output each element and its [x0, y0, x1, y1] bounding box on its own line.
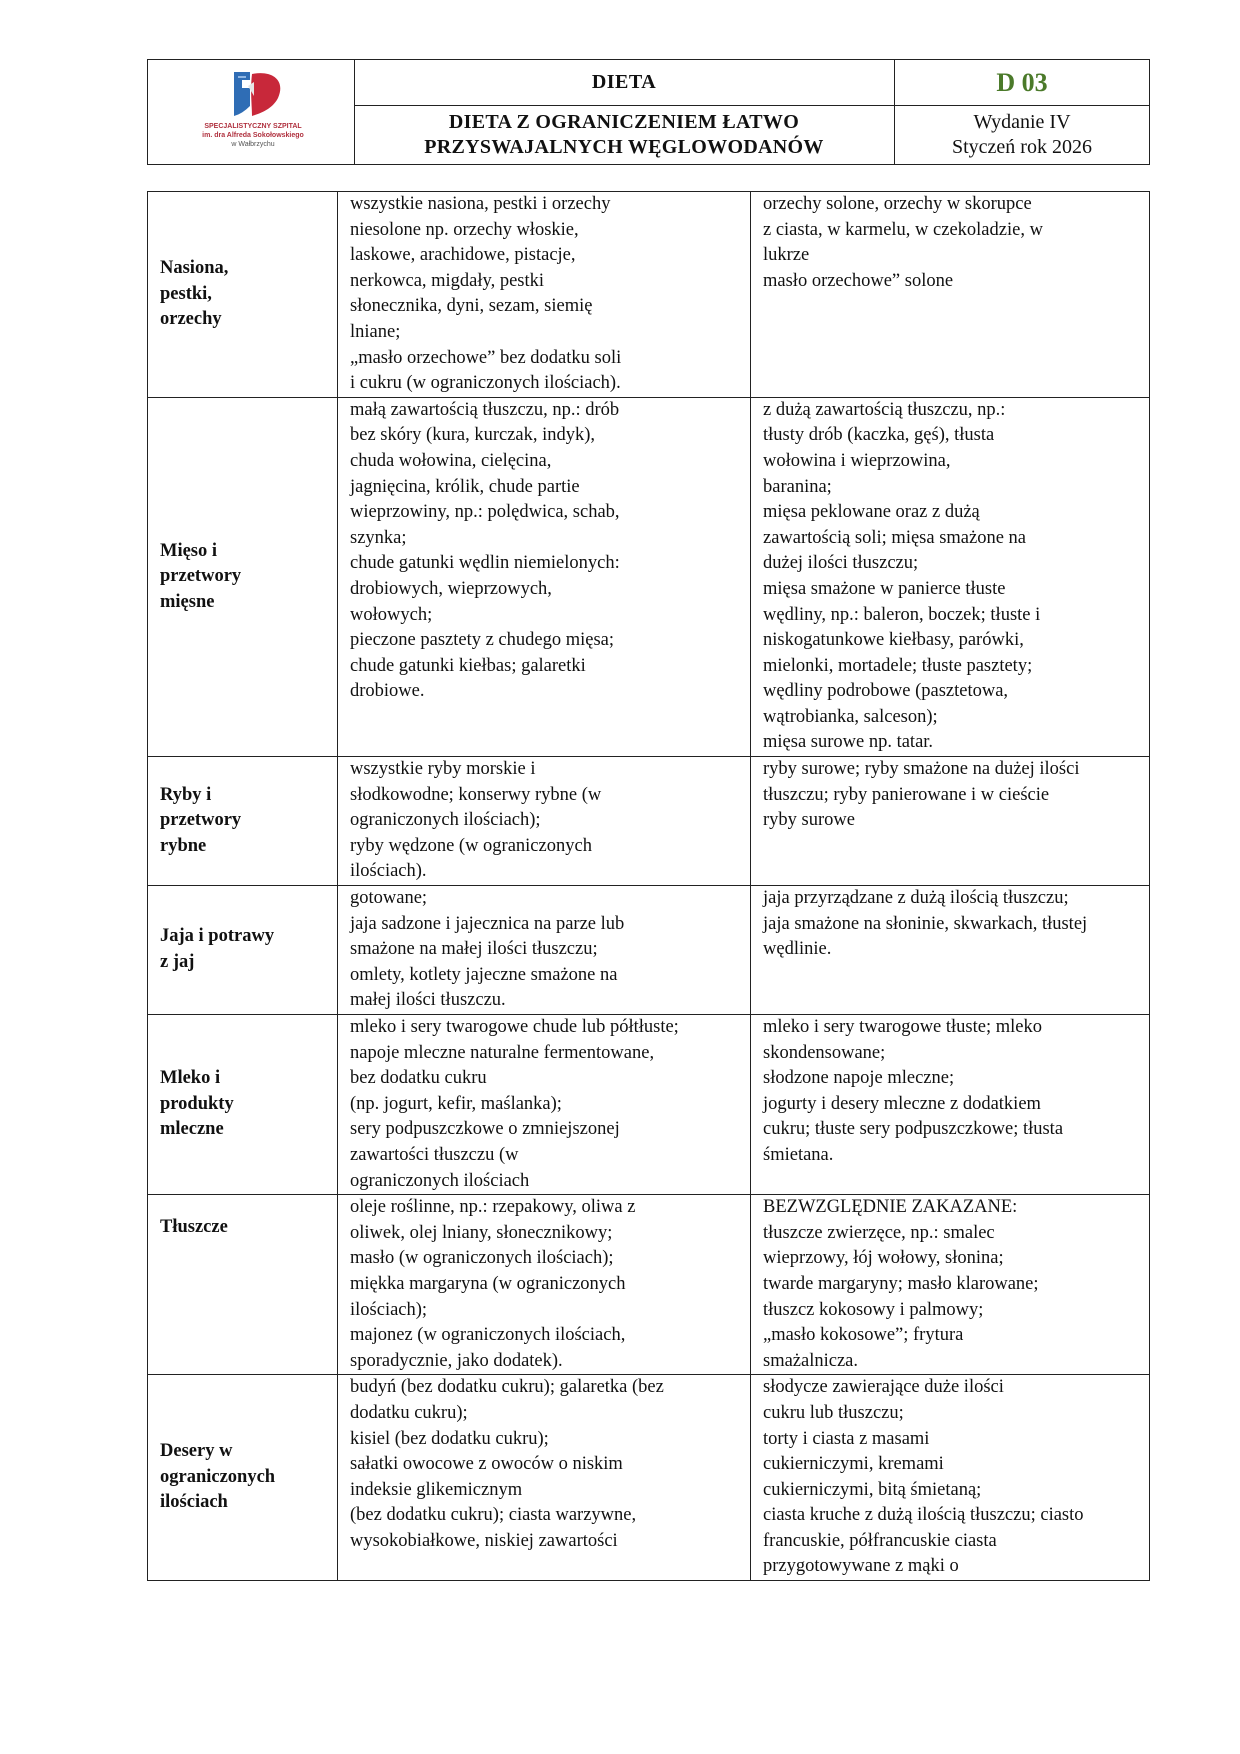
logo-caption-line3: w Wałbrzychu — [231, 141, 275, 148]
not-recommended-cell-line: wędliny podrobowe (pasztetowa, — [763, 681, 1009, 702]
recommended-cell-line: miękka margaryna (w ograniczonych — [350, 1273, 626, 1294]
recommended-cell-line: i cukru (w ograniczonych ilościach). — [350, 373, 621, 394]
recommended-cell — [338, 1015, 751, 1195]
not-recommended-cell-line: ciasta kruche z dużą ilością tłuszczu; ciasto — [763, 1505, 1084, 1526]
table-row — [148, 1015, 1150, 1195]
category-cell-line: ograniczonych — [160, 1466, 276, 1487]
not-recommended-cell-line: smażalnicza. — [763, 1350, 859, 1371]
not-recommended-cell-line: orzechy solone, orzechy w skorupce — [763, 194, 1032, 214]
not-recommended-cell-line: jaja smażone na słoninie, skwarkach, tłustej — [763, 913, 1088, 934]
recommended-cell-line: jaja sadzone i jajecznica na parze lub — [350, 913, 625, 934]
recommended-cell-line: wysokobiałkowe, niskiej zawartości — [350, 1530, 618, 1551]
recommended-cell-line: chuda wołowina, cielęcina, — [350, 450, 552, 471]
not-recommended-cell-line: jaja przyrządzane z dużą ilością tłuszczu; — [763, 888, 1069, 909]
category-cell — [148, 757, 338, 886]
recommended-cell-line: smażone na małej ilości tłuszczu; — [350, 939, 598, 960]
recommended-cell-line: omlety, kotlety jajeczne smażone na — [350, 964, 618, 985]
header-title-cell — [354, 60, 895, 164]
recommended-cell-line: sery podpuszczkowe o zmniejszonej — [350, 1119, 620, 1140]
not-recommended-cell-line: baranina; — [763, 476, 832, 497]
not-recommended-cell-line: twarde margaryny; masło klarowane; — [763, 1273, 1039, 1294]
category-cell-line: orzechy — [160, 309, 222, 330]
recommended-cell-line: indeksie glikemicznym — [350, 1479, 523, 1500]
recommended-cell-line: bez dodatku cukru — [350, 1068, 487, 1089]
not-recommended-cell-line: mielonki, mortadele; tłuste pasztety; — [763, 655, 1033, 676]
recommended-cell-line: nerkowca, migdały, pestki — [350, 270, 545, 291]
document-header — [147, 59, 1150, 165]
not-recommended-cell-line: wieprzowy, łój wołowy, słonina; — [763, 1248, 1004, 1269]
recommended-cell-line: budyń (bez dodatku cukru); galaretka (bez — [350, 1377, 664, 1398]
recommended-cell-line: majonez (w ograniczonych ilościach, — [350, 1325, 626, 1346]
category-cell-line: ilościach — [160, 1492, 228, 1513]
recommended-cell-line: dodatku cukru); — [350, 1402, 468, 1423]
category-cell-line: pestki, — [160, 283, 212, 304]
not-recommended-cell-line: „masło kokosowe”; frytura — [763, 1325, 964, 1346]
not-recommended-cell — [751, 397, 1150, 756]
not-recommended-cell-line: lukrze — [763, 245, 810, 266]
recommended-cell — [338, 757, 751, 886]
not-recommended-cell-line: mięsa peklowane oraz z dużą — [763, 502, 980, 523]
recommended-cell-line: pieczone pasztety z chudego mięsa; — [350, 630, 615, 651]
recommended-cell-line: lniane; — [350, 321, 401, 342]
category-cell-line: z jaj — [160, 952, 195, 973]
category-cell-line: Nasiona, — [160, 257, 229, 278]
recommended-cell-line: sałatki owocowe z owoców o niskim — [350, 1454, 623, 1475]
recommended-cell-line: chude gatunki kiełbas; galaretki — [350, 655, 586, 676]
not-recommended-cell-line: BEZWZGLĘDNIE ZAKAZANE: — [763, 1197, 1018, 1218]
not-recommended-cell — [751, 1375, 1150, 1581]
not-recommended-cell-line: tłuszcz kokosowy i palmowy; — [763, 1299, 984, 1320]
recommended-cell-line: „masło orzechowe” bez dodatku soli — [350, 347, 622, 368]
category-cell — [148, 192, 338, 398]
not-recommended-cell-line: wędliny, np.: baleron, boczek; tłuste i — [763, 604, 1041, 625]
not-recommended-cell-line: mleko i sery twarogowe tłuste; mleko — [763, 1017, 1042, 1037]
not-recommended-cell-line: śmietana. — [763, 1144, 834, 1165]
not-recommended-cell — [751, 886, 1150, 1015]
recommended-cell — [338, 1375, 751, 1581]
not-recommended-cell-line: słodzone napoje mleczne; — [763, 1068, 955, 1089]
diet-table-body — [148, 192, 1150, 1581]
not-recommended-cell-line: ryby surowe — [763, 810, 855, 831]
not-recommended-cell-line: przygotowywane z mąki o — [763, 1556, 959, 1577]
not-recommended-cell — [751, 192, 1150, 398]
recommended-cell-line: szynka; — [350, 527, 407, 548]
not-recommended-cell-line: jogurty i desery mleczne z dodatkiem — [763, 1093, 1041, 1114]
not-recommended-cell-line: torty i ciasta z masami — [763, 1428, 930, 1449]
category-cell-line: produkty — [160, 1093, 234, 1114]
recommended-cell-line: wszystkie nasiona, pestki i orzechy — [350, 194, 611, 214]
recommended-cell-line: ilościach). — [350, 861, 427, 882]
not-recommended-cell — [751, 1195, 1150, 1375]
not-recommended-cell-line: z dużą zawartością tłuszczu, np.: — [763, 399, 1006, 420]
recommended-cell-line: ryby wędzone (w ograniczonych — [350, 835, 592, 856]
recommended-cell-line: (bez dodatku cukru); ciasta warzywne, — [350, 1505, 637, 1526]
recommended-cell-line: wołowych; — [350, 604, 433, 625]
not-recommended-cell-line: wołowina i wieprzowina, — [763, 450, 951, 471]
not-recommended-cell-line: dużej ilości tłuszczu; — [763, 553, 919, 574]
category-cell-line: Desery w — [160, 1441, 233, 1462]
recommended-cell-line: słodkowodne; konserwy rybne (w — [350, 784, 602, 805]
recommended-cell-line: kisiel (bez dodatku cukru); — [350, 1428, 549, 1449]
category-cell — [148, 1015, 338, 1195]
not-recommended-cell-line: tłusty drób (kaczka, gęś), tłusta — [763, 425, 995, 446]
recommended-cell — [338, 192, 751, 398]
recommended-cell — [338, 1195, 751, 1375]
not-recommended-cell-line: cukru; tłuste sery podpuszczkowe; tłusta — [763, 1119, 1064, 1140]
not-recommended-cell-line: mięsa smażone w panierce tłuste — [763, 578, 1006, 599]
not-recommended-cell-line: francuskie, półfrancuskie ciasta — [763, 1530, 997, 1551]
not-recommended-cell-line: tłuszczu; ryby panierowane i w cieście — [763, 784, 1050, 805]
recommended-cell-line: niesolone np. orzechy włoskie, — [350, 219, 579, 240]
header-subtitle-line: PRZYSWAJALNYCH WĘGLOWODANÓW — [424, 136, 824, 158]
recommended-cell-line: mleko i sery twarogowe chude lub półtłuste; — [350, 1017, 679, 1037]
not-recommended-cell-line: słodycze zawierające duże ilości — [763, 1377, 1004, 1398]
recommended-cell-line: (np. jogurt, kefir, maślanka); — [350, 1093, 562, 1114]
not-recommended-cell-line: niskogatunkowe kiełbasy, parówki, — [763, 630, 1024, 651]
category-cell — [148, 1195, 338, 1375]
recommended-cell-line: jagnięcina, królik, chude partie — [350, 476, 580, 497]
header-meta-cell — [895, 60, 1149, 164]
not-recommended-cell-line: skondensowane; — [763, 1042, 886, 1063]
category-cell — [148, 1375, 338, 1581]
not-recommended-cell-line: mięsa surowe np. tatar. — [763, 732, 934, 753]
table-row — [148, 1375, 1150, 1581]
table-row — [148, 886, 1150, 1015]
recommended-cell-line: masło (w ograniczonych ilościach); — [350, 1248, 614, 1269]
logo-cell — [148, 60, 355, 164]
recommended-cell-line: bez skóry (kura, kurczak, indyk), — [350, 425, 596, 446]
recommended-cell-line: oliwek, olej lniany, słonecznikowy; — [350, 1222, 613, 1243]
recommended-cell-line: ograniczonych ilościach — [350, 1170, 530, 1191]
category-cell-line: Jaja i potrawy — [160, 926, 275, 947]
hospital-logo-icon — [178, 66, 328, 122]
category-cell-line: mleczne — [160, 1119, 224, 1140]
not-recommended-cell-line: masło orzechowe” solone — [763, 270, 954, 291]
logo-caption-line1: SPECJALISTYCZNY SZPITAL — [204, 123, 302, 130]
recommended-cell-line: wszystkie ryby morskie i — [350, 759, 536, 780]
not-recommended-cell-line: cukierniczymi, bitą śmietaną; — [763, 1479, 982, 1500]
not-recommended-cell — [751, 1015, 1150, 1195]
not-recommended-cell-line: wątrobianka, salceson); — [763, 706, 938, 727]
table-row — [148, 397, 1150, 756]
recommended-cell-line: małą zawartością tłuszczu, np.: drób — [350, 399, 620, 420]
header-subtitle — [424, 110, 823, 160]
not-recommended-cell-line: wędlinie. — [763, 939, 832, 960]
recommended-cell-line: chude gatunki wędlin niemielonych: — [350, 553, 620, 574]
recommended-cell-line: drobiowe. — [350, 681, 425, 702]
not-recommended-cell-line: tłuszcze zwierzęce, np.: smalec — [763, 1222, 995, 1243]
recommended-cell-line: małej ilości tłuszczu. — [350, 990, 506, 1011]
recommended-cell-line: oleje roślinne, np.: rzepakowy, oliwa z — [350, 1197, 636, 1218]
recommended-cell-line: laskowe, arachidowe, pistacje, — [350, 245, 576, 266]
recommended-cell-line: ilościach); — [350, 1299, 428, 1320]
recommended-cell — [338, 397, 751, 756]
recommended-cell-line: ograniczonych ilościach); — [350, 810, 541, 831]
not-recommended-cell-line: z ciasta, w karmelu, w czekoladzie, w — [763, 219, 1043, 240]
category-cell-line: przetwory — [160, 810, 242, 831]
not-recommended-cell-line: cukierniczymi, kremami — [763, 1454, 944, 1475]
recommended-cell-line: napoje mleczne naturalne fermentowane, — [350, 1042, 655, 1063]
category-cell-line: Mięso i — [160, 540, 218, 561]
not-recommended-cell-line: ryby surowe; ryby smażone na dużej ilości — [763, 759, 1080, 780]
category-cell — [148, 886, 338, 1015]
hospital-logo — [178, 66, 328, 158]
edition-info — [952, 110, 1092, 160]
recommended-cell-line: słonecznika, dyni, sezam, siemię — [350, 296, 593, 317]
category-cell-line: przetwory — [160, 566, 242, 587]
recommended-cell-line: wieprzowiny, np.: polędwica, schab, — [350, 502, 620, 523]
category-cell — [148, 397, 338, 756]
recommended-cell — [338, 886, 751, 1015]
category-cell-line: Ryby i — [160, 784, 212, 805]
category-cell-line: mięsne — [160, 591, 215, 612]
edition-date: Styczeń rok 2026 — [952, 136, 1092, 158]
edition-line: Wydanie IV — [973, 111, 1071, 133]
recommended-cell-line: gotowane; — [350, 888, 428, 909]
table-row — [148, 757, 1150, 886]
recommended-cell-line: zawartości tłuszczu (w — [350, 1144, 519, 1165]
header-title: DIETA — [591, 71, 657, 93]
table-row — [148, 1195, 1150, 1375]
diet-table — [147, 191, 1150, 1581]
recommended-cell-line: drobiowych, wieprzowych, — [350, 578, 552, 599]
category-cell-line: Tłuszcze — [160, 1217, 228, 1238]
logo-caption — [178, 122, 328, 149]
table-row — [148, 192, 1150, 398]
category-cell-line: Mleko i — [160, 1068, 221, 1089]
header-subtitle-line: DIETA Z OGRANICZENIEM ŁATWO — [448, 111, 800, 133]
not-recommended-cell-line: zawartością soli; mięsa smażone na — [763, 527, 1027, 548]
recommended-cell-line: sporadycznie, jako dodatek). — [350, 1350, 563, 1371]
category-cell-line: rybne — [160, 835, 207, 856]
document-code: D 03 — [996, 67, 1048, 97]
not-recommended-cell-line: cukru lub tłuszczu; — [763, 1402, 904, 1423]
not-recommended-cell — [751, 757, 1150, 886]
logo-caption-line2: im. dra Alfreda Sokołowskiego — [202, 132, 304, 139]
